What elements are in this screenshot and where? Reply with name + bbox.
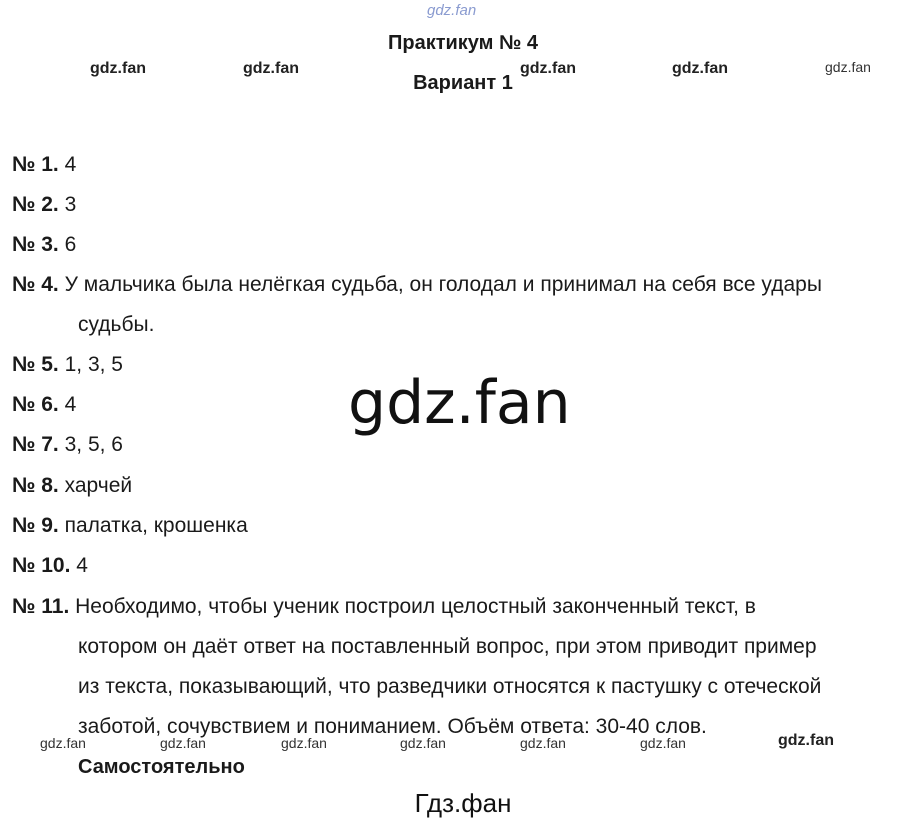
watermark: gdz.fan — [520, 735, 566, 751]
answer-number: № 1. — [12, 153, 59, 176]
watermark: gdz.fan — [160, 735, 206, 751]
answer-11 — [12, 595, 756, 619]
answer-7 — [12, 433, 123, 457]
answer-1 — [12, 153, 76, 177]
answer-text: 1, 3, 5 — [64, 353, 123, 376]
answer-text: 4 — [64, 393, 77, 416]
watermark: gdz.fan — [400, 735, 446, 751]
watermark: gdz.fan — [40, 735, 86, 751]
answer-number: № 5. — [12, 353, 59, 376]
answer-11-continuation: из текста, показывающий, что разведчики относятся к пастушку с отеческой — [78, 675, 822, 698]
page-title: Практикум № 4 — [387, 32, 538, 54]
answer-text: 3 — [64, 193, 77, 216]
watermark: gdz.fan — [520, 60, 576, 77]
answer-3 — [12, 233, 76, 257]
answer-number: № 3. — [12, 233, 59, 256]
answer-10 — [12, 554, 88, 578]
answer-5 — [12, 353, 123, 377]
answer-number: № 6. — [12, 393, 59, 416]
section-heading: Самостоятельно — [78, 756, 245, 778]
watermark: gdz.fan — [281, 735, 327, 751]
variant-heading: Вариант 1 — [413, 72, 513, 94]
answer-11-continuation: заботой, сочувствием и пониманием. Объём ответа: 30-40 слов. — [78, 715, 707, 738]
answer-number: № 10. — [12, 554, 71, 577]
answer-text: харчей — [64, 474, 133, 497]
answer-number: № 4. — [12, 273, 59, 296]
watermark: gdz.fan — [825, 59, 871, 75]
answer-text: Необходимо, чтобы ученик построил целостный законченный текст, в — [75, 595, 756, 618]
watermark: gdz.fan — [90, 60, 146, 77]
watermark-top: gdz.fan — [427, 2, 477, 19]
answer-number: № 9. — [12, 514, 59, 537]
answer-text: палатка, крошенка — [64, 514, 248, 537]
watermark-center: gdz.fan — [348, 368, 571, 438]
answer-4-continuation: судьбы. — [78, 313, 155, 336]
answer-8 — [12, 474, 132, 498]
answer-text: 3, 5, 6 — [64, 433, 123, 456]
watermark: gdz.fan — [640, 735, 686, 751]
watermark: gdz.fan — [672, 60, 728, 77]
answer-4 — [12, 273, 822, 297]
watermark: gdz.fan — [243, 60, 299, 77]
answer-6 — [12, 393, 76, 417]
answer-number: № 11. — [12, 595, 70, 618]
answer-2 — [12, 193, 76, 217]
footer-text: Гдз.фан — [414, 788, 512, 818]
answer-9 — [12, 514, 248, 538]
answer-11-continuation: котором он даёт ответ на поставленный вопрос, при этом приводит пример — [78, 635, 817, 658]
answer-text: У мальчика была нелёгкая судьба, он голодал и принимал на себя все удары — [64, 273, 822, 296]
answer-number: № 8. — [12, 474, 59, 497]
answer-number: № 2. — [12, 193, 59, 216]
answer-text: 4 — [64, 153, 77, 176]
answer-number: № 7. — [12, 433, 59, 456]
watermark: gdz.fan — [778, 732, 834, 749]
answer-text: 4 — [76, 554, 88, 577]
answer-text: 6 — [64, 233, 77, 256]
